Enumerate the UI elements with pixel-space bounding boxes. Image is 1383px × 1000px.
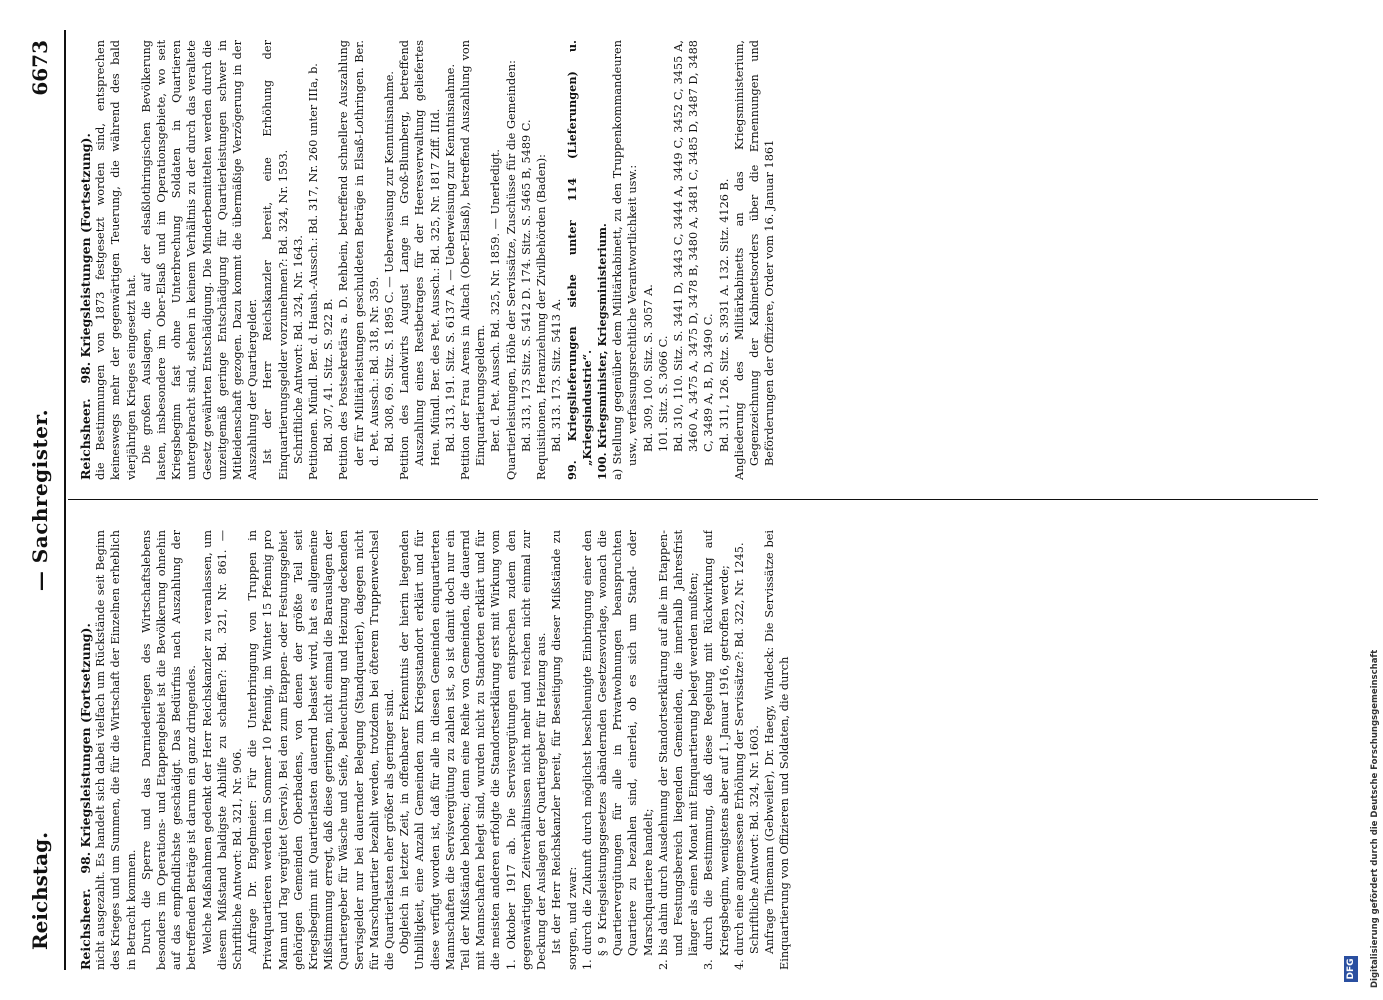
right-entry: Requisitionen, Heranziehung der Zivilbehörden (Baden): — [535, 154, 549, 480]
left-column — [78, 530, 1318, 970]
right-entry: Bd. 308, 69. Sitz. S. 1895 C. — Ueberweisung zur Kenntnisnahme. — [383, 71, 397, 452]
right-entry: Petition des Postsekretärs a. D. Rehbein, betreffend schnellere Auszahlung der für Militärleistungen geschuldeten Beträge in Elsaß-Lothringen. Ber. d. Pet. Aussch.: Bd. 318, Nr. 359. — [337, 40, 381, 480]
left-tail: Anfrage Thiemann (Gebweiler), Dr. Haegy, Windeck: Die Servissätze bei Einquartierung von Offizieren und Soldaten, die durch — [763, 530, 792, 970]
left-head-tag: Reichsheer. — [78, 888, 93, 970]
header-left: Reichstag. — [28, 831, 52, 950]
right-entry: Bd. 313. 173. Sitz. 5413 A. — [550, 298, 564, 452]
left-paragraph: Ist der Herr Reichskanzler bereit, für Beseitigung dieser Mißstände zu sorgen, und zwar: — [550, 530, 579, 970]
right-paragraph: Die großen Auslagen, die auf der elsaßlothringischen Bevölkerung lasten, insbesondere im Ober-Elsaß und im Operationsgebiete, wo seit Kriegsbeginn fast ohne Unterbrechung Soldaten in Quartieren untergebracht sind, stehen in keinem Verhältnis zu der durch das veraltete Gesetz gewährten Entschädigung. Die Minderbemittelten werden durch die unzeitgemäß geringe Entschädigung für Quartierleistungen schwer in Mitleidenschaft gezogen. Dazu kommt die übermäßige Verzögerung in der Auszahlung der Quartiergelder. — [139, 40, 260, 480]
right-numbered: 99. Kriegslieferungen siehe unter 114 (Lieferungen) u. „Kriegsindustrie“. — [564, 40, 594, 480]
right-entry: Bd. 307, 41. Sitz. S. 922 B. — [322, 298, 336, 452]
digitization-note: Digitalisierung gefördert durch die Deutsche Forschungsgemeinschaft — [1370, 649, 1380, 988]
left-tail: Schriftliche Antwort: Bd. 324, Nr. 1603. — [747, 725, 761, 954]
left-column-head — [78, 530, 93, 970]
right-paragraph: Ist der Herr Reichskanzler bereit, eine Erhöhung der Einquartierungsgelder vorzunehmen?: Bd. 324, Nr. 1593. — [261, 40, 290, 480]
left-list-item: 2. bis dahin durch Ausdehnung der Standortserklärung auf alle im Etappen- und Festungsbereich liegenden Gemeinden, die innerhalb Jahresfrist länger als einen Monat mit Einquartierung belegt werden mußten; — [656, 530, 701, 970]
page-number: 6673 — [28, 40, 52, 96]
left-paragraph: nicht ausgezahlt. Es handelt sich dabei vielfach um Rückstände seit Beginn des Krieges und um Summen, die für die Wirtschaft der Einzelnen erheblich in Betracht kommen. — [94, 530, 138, 970]
right-entry: Bd. 313, 191. Sitz. S. 6137 A. — Ueberweisung zur Kenntnisnahme. — [443, 63, 457, 452]
left-list-item: 1. durch die Zukunft durch möglichst beschleunigte Einbringung einer den § 9 Kriegsleistungsgesetzes abändernden Gesetzesvorlage, wonach die Quartiervergütungen für alle in Privatwohnungen beanspruchten Quartiere zu bezahlen sind, einerlei, ob es sich um Stand- oder Marschquartiere handelt; — [580, 530, 655, 970]
right-numbered: Bd. 311, 126. Sitz. S. 3931 A. 132. Sitz. 4126 B. — [717, 178, 731, 452]
right-numbered: 101. Sitz. S. 3066 C. — [656, 335, 670, 452]
right-entry: Quartierleistungen, Höhe der Servissätze, Zuschüsse für die Gemeinden: — [504, 60, 518, 480]
right-entry: Ber. d. Pet. Aussch. Bd. 325, Nr. 1859. — Unerledigt. — [489, 149, 503, 452]
right-entry: Petition des Landwirts August Lange in Groß-Blumberg, betreffend Auszahlung eines Restbetrages für der Heeresverwaltung geliefertes Heu. Mündl. Ber. des Pet. Aussch.: Bd. 325, Nr. 1817 Ziff. IIId. — [398, 40, 442, 480]
right-numbered: 100. Kriegsminister, Kriegsministerium. — [594, 223, 609, 480]
left-paragraph: Durch die Sperre und das Darniederliegen des Wirtschaftslebens besonders im Operations- und Etappengebiet ist die Bevölkerung ohnehin auf das empfindlichste geschädigt. Das Bedürfnis nach Auszahlung der betreffenden Beträge ist darum ein ganz dringendes. — [139, 530, 199, 970]
right-numbered: Bd. 309, 100. Sitz. S. 3057 A. — [641, 284, 655, 452]
right-numbered: Angliederung des Militärkabinetts an das Kriegsministerium, Gegenzeichnung der Kabinettsorders über die Ernennungen und Beförderungen der Offiziere, Order vom 16. Januar 1861 — [732, 40, 777, 480]
right-paragraph: Schriftliche Antwort: Bd. 324, Nr. 1643. — [291, 235, 305, 464]
dfg-logo: DFG — [1344, 956, 1358, 982]
right-paragraph: die Bestimmungen von 1873 festgesetzt worden sind, entsprechen keineswegs mehr der gegenwärtigen Teuerung, die während des bald vierjährigen Krieges eingesetzt hat. — [94, 40, 138, 480]
right-entry: Petitionen. Mündl. Ber. d. Haush.-Aussch.: Bd. 317, Nr. 260 unter IIIa, b. — [307, 63, 321, 480]
left-paragraph: Welche Maßnahmen gedenkt der Herr Reichskanzler zu veranlassen, um diesem Mißstand baldigste Abhilfe zu schaffen?: Bd. 321, Nr. 861. — Schriftliche Antwort: Bd. 321, Nr. 906. — [200, 530, 245, 970]
column-divider — [68, 499, 1318, 500]
left-list-item: 4. durch eine angemessene Erhöhung der Servissätze?: Bd. 322, Nr. 1245. — [732, 542, 746, 970]
left-paragraph: Anfrage Dr. Engelmeier: Für die Unterbringung von Truppen in Privatquartieren werden im Sommer 10 Pfennig, im Winter 15 Pfennig pro Mann und Tag vergütet (Servis). Bei den zum Etappen- oder Festungsgebiet gehörigen Gemeinden Oberbadens, von denen der größte Teil seit Kriegsbeginn mit Quartierlasten dauernd belastet wird, hat es allgemeine Mißstimmung erregt, daß diese geringen, nicht einmal die Barauslagen der Quartiergeber für Wäsche und Seife, Beleuchtung und Heizung deckenden Servisgelder nur bei dauernder Belegung (Standquartier), dagegen nicht für Marschquartier bezahlt werden, trotzdem bei öfterem Truppenwechsel die Quartierlasten eher größer als geringer sind. — [246, 530, 397, 970]
right-column-head — [78, 40, 93, 480]
right-numbered: a) Stellung gegenüber dem Militärkabinett, zu den Truppenkommandeuren usw., verfassungsrechtliche Verantwortlichkeit usw.: — [611, 40, 640, 480]
right-numbered: Bd. 310, 110. Sitz. S. 3441 D, 3443 C, 3444 A, 3449 C, 3452 C, 3455 A, 3460 A, 3475 A, 3475 D, 3478 B, 3480 A, 3481 C, 3485 D, 3487 D, 3488 C, 3489 A, B, D, 3490 C. — [671, 40, 716, 452]
left-head-title: 98. Kriegsleistungen (Fortsetzung). — [78, 623, 93, 874]
left-list-item: 3. durch die Bestimmung, daß diese Regelung mit Rückwirkung auf Kriegsbeginn, wenigstens aber auf 1. Januar 1916, getroffen werde; — [702, 530, 731, 970]
left-paragraph: Obgleich in letzter Zeit, in offenbarer Erkenntnis der hierin liegenden Unbilligkeit, eine Anzahl Gemeinden zum Kriegsstandort erklärt und für diese verfügt worden ist, daß für alle in diesen Gemeinden einquartierten Mannschaften die Servisvergütung zu zahlen ist, so ist damit doch nur ein Teil der Mißstände behoben; denn eine Reihe von Gemeinden, die dauernd mit Mannschaften belegt sind, wurden nicht zu Standorten erklärt und für die meisten anderen erfolgte die Standortserklärung erst mit Wirkung vom 1. Oktober 1917 ab. Die Servisvergütungen entsprechen zudem den gegenwärtigen Zeitverhältnissen nicht mehr und reichen nicht einmal zur Deckung der Auslagen der Quartiergeber für Heizung aus. — [398, 530, 549, 970]
right-column — [78, 40, 1318, 480]
header-rule — [64, 30, 66, 970]
right-entry: Bd. 313, 173 Sitz. S. 5412 D. 174. Sitz. S. 5465 B, 5489 C. — [519, 119, 533, 452]
right-head-tag: Reichsheer. — [78, 398, 93, 480]
right-entry: Petition der Frau Arens in Altach (Ober-Elsaß), betreffend Auszahlung von Einquartierungsgeldern. — [459, 40, 488, 480]
header-center: — Sachregister. — [28, 408, 52, 592]
right-head-title: 98. Kriegsleistungen (Fortsetzung). — [78, 133, 93, 384]
page-header — [18, 30, 70, 970]
